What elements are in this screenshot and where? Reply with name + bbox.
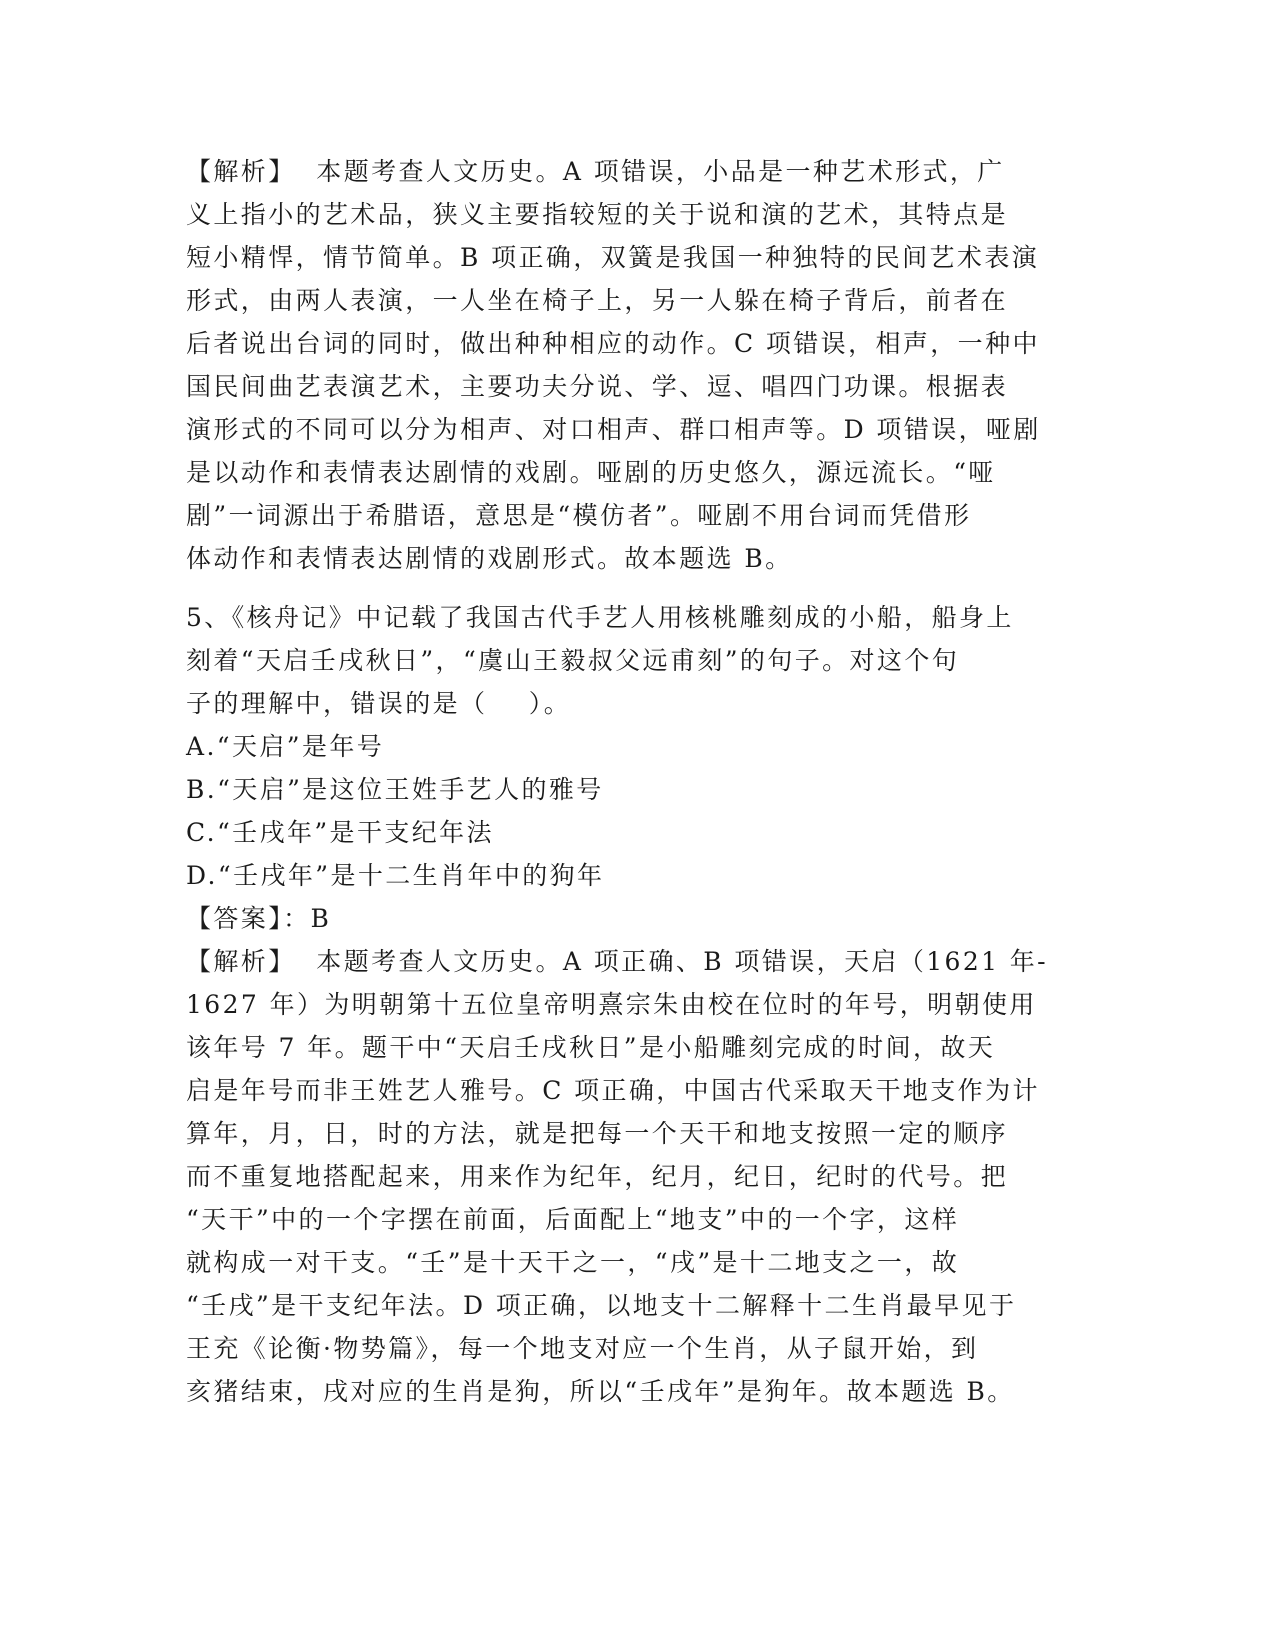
analysis-line: 启是年号而非王姓艺人雅号。C 项正确，中国古代采取天干地支作为计	[186, 1076, 1040, 1105]
analysis-line: 后者说出台词的同时，做出种种相应的动作。C 项错误，相声，一种中	[186, 329, 1040, 358]
analysis-line: 1627 年）为明朝第十五位皇帝明熹宗朱由校在位时的年号，明朝使用	[186, 990, 1037, 1019]
analysis-block-q5	[186, 940, 1086, 1413]
analysis-line: 形式，由两人表演，一人坐在椅子上，另一人躲在椅子背后，前者在	[186, 286, 1009, 315]
analysis-line: 短小精悍，情节简单。B 项正确，双簧是我国一种独特的民间艺术表演	[186, 243, 1040, 272]
document-page	[186, 150, 1086, 1413]
option-a: A.“天启”是年号	[186, 732, 385, 761]
option-c: C.“壬戌年”是干支纪年法	[186, 818, 494, 847]
question-5	[186, 596, 1086, 1413]
analysis-line: 是以动作和表情表达剧情的戏剧。哑剧的历史悠久，源远流长。“哑	[186, 458, 996, 487]
analysis-line: 亥猪结束，戌对应的生肖是狗，所以“壬戌年”是狗年。故本题选 B。	[186, 1377, 1015, 1406]
option-b: B.“天启”是这位王姓手艺人的雅号	[186, 775, 604, 804]
analysis-line: “壬戌”是干支纪年法。D 项正确，以地支十二解释十二生肖最早见于	[186, 1291, 1017, 1320]
analysis-block-q4	[186, 150, 1086, 580]
question-stem-line: 刻着“天启壬戌秋日”，“虞山王毅叔父远甫刻”的句子。对这个句	[186, 646, 960, 675]
analysis-line: 剧”一词源出于希腊语，意思是“模仿者”。哑剧不用台词而凭借形	[186, 501, 972, 530]
analysis-line: 王充《论衡·物势篇》，每一个地支对应一个生肖，从子鼠开始，到	[186, 1334, 979, 1363]
question-options	[186, 725, 1086, 897]
analysis-line: 体动作和表情表达剧情的戏剧形式。故本题选 B。	[186, 544, 793, 573]
question-stem	[186, 596, 1086, 725]
analysis-line: 国民间曲艺表演艺术，主要功夫分说、学、逗、唱四门功课。根据表	[186, 372, 1009, 401]
analysis-line: 算年，月，日，时的方法，就是把每一个天干和地支按照一定的顺序	[186, 1119, 1009, 1148]
question-stem-line: 5、《核舟记》中记载了我国古代手艺人用核桃雕刻成的小船，船身上	[186, 603, 1014, 632]
analysis-line: 演形式的不同可以分为相声、对口相声、群口相声等。D 项错误，哑剧	[186, 415, 1041, 444]
analysis-line: 而不重复地搭配起来，用来作为纪年，纪月，纪日，纪时的代号。把	[186, 1162, 1009, 1191]
analysis-line: 【解析】 本题考查人文历史。A 项正确、B 项错误，天启（1621 年-	[186, 947, 1049, 976]
question-stem-line: 子的理解中，错误的是（ ）。	[186, 689, 572, 718]
analysis-line: 义上指小的艺术品，狭义主要指较短的关于说和演的艺术，其特点是	[186, 200, 1009, 229]
analysis-line: 【解析】 本题考查人文历史。A 项错误，小品是一种艺术形式，广	[186, 157, 1005, 186]
option-d: D.“壬戌年”是十二生肖年中的狗年	[186, 861, 605, 890]
analysis-line: “天干”中的一个字摆在前面，后面配上“地支”中的一个字，这样	[186, 1205, 960, 1234]
answer-line: 【答案】：B	[186, 904, 332, 933]
analysis-line: 该年号 7 年。题干中“天启壬戌秋日”是小船雕刻完成的时间，故天	[186, 1033, 996, 1062]
analysis-line: 就构成一对干支。“壬”是十天干之一，“戌”是十二地支之一，故	[186, 1248, 960, 1277]
